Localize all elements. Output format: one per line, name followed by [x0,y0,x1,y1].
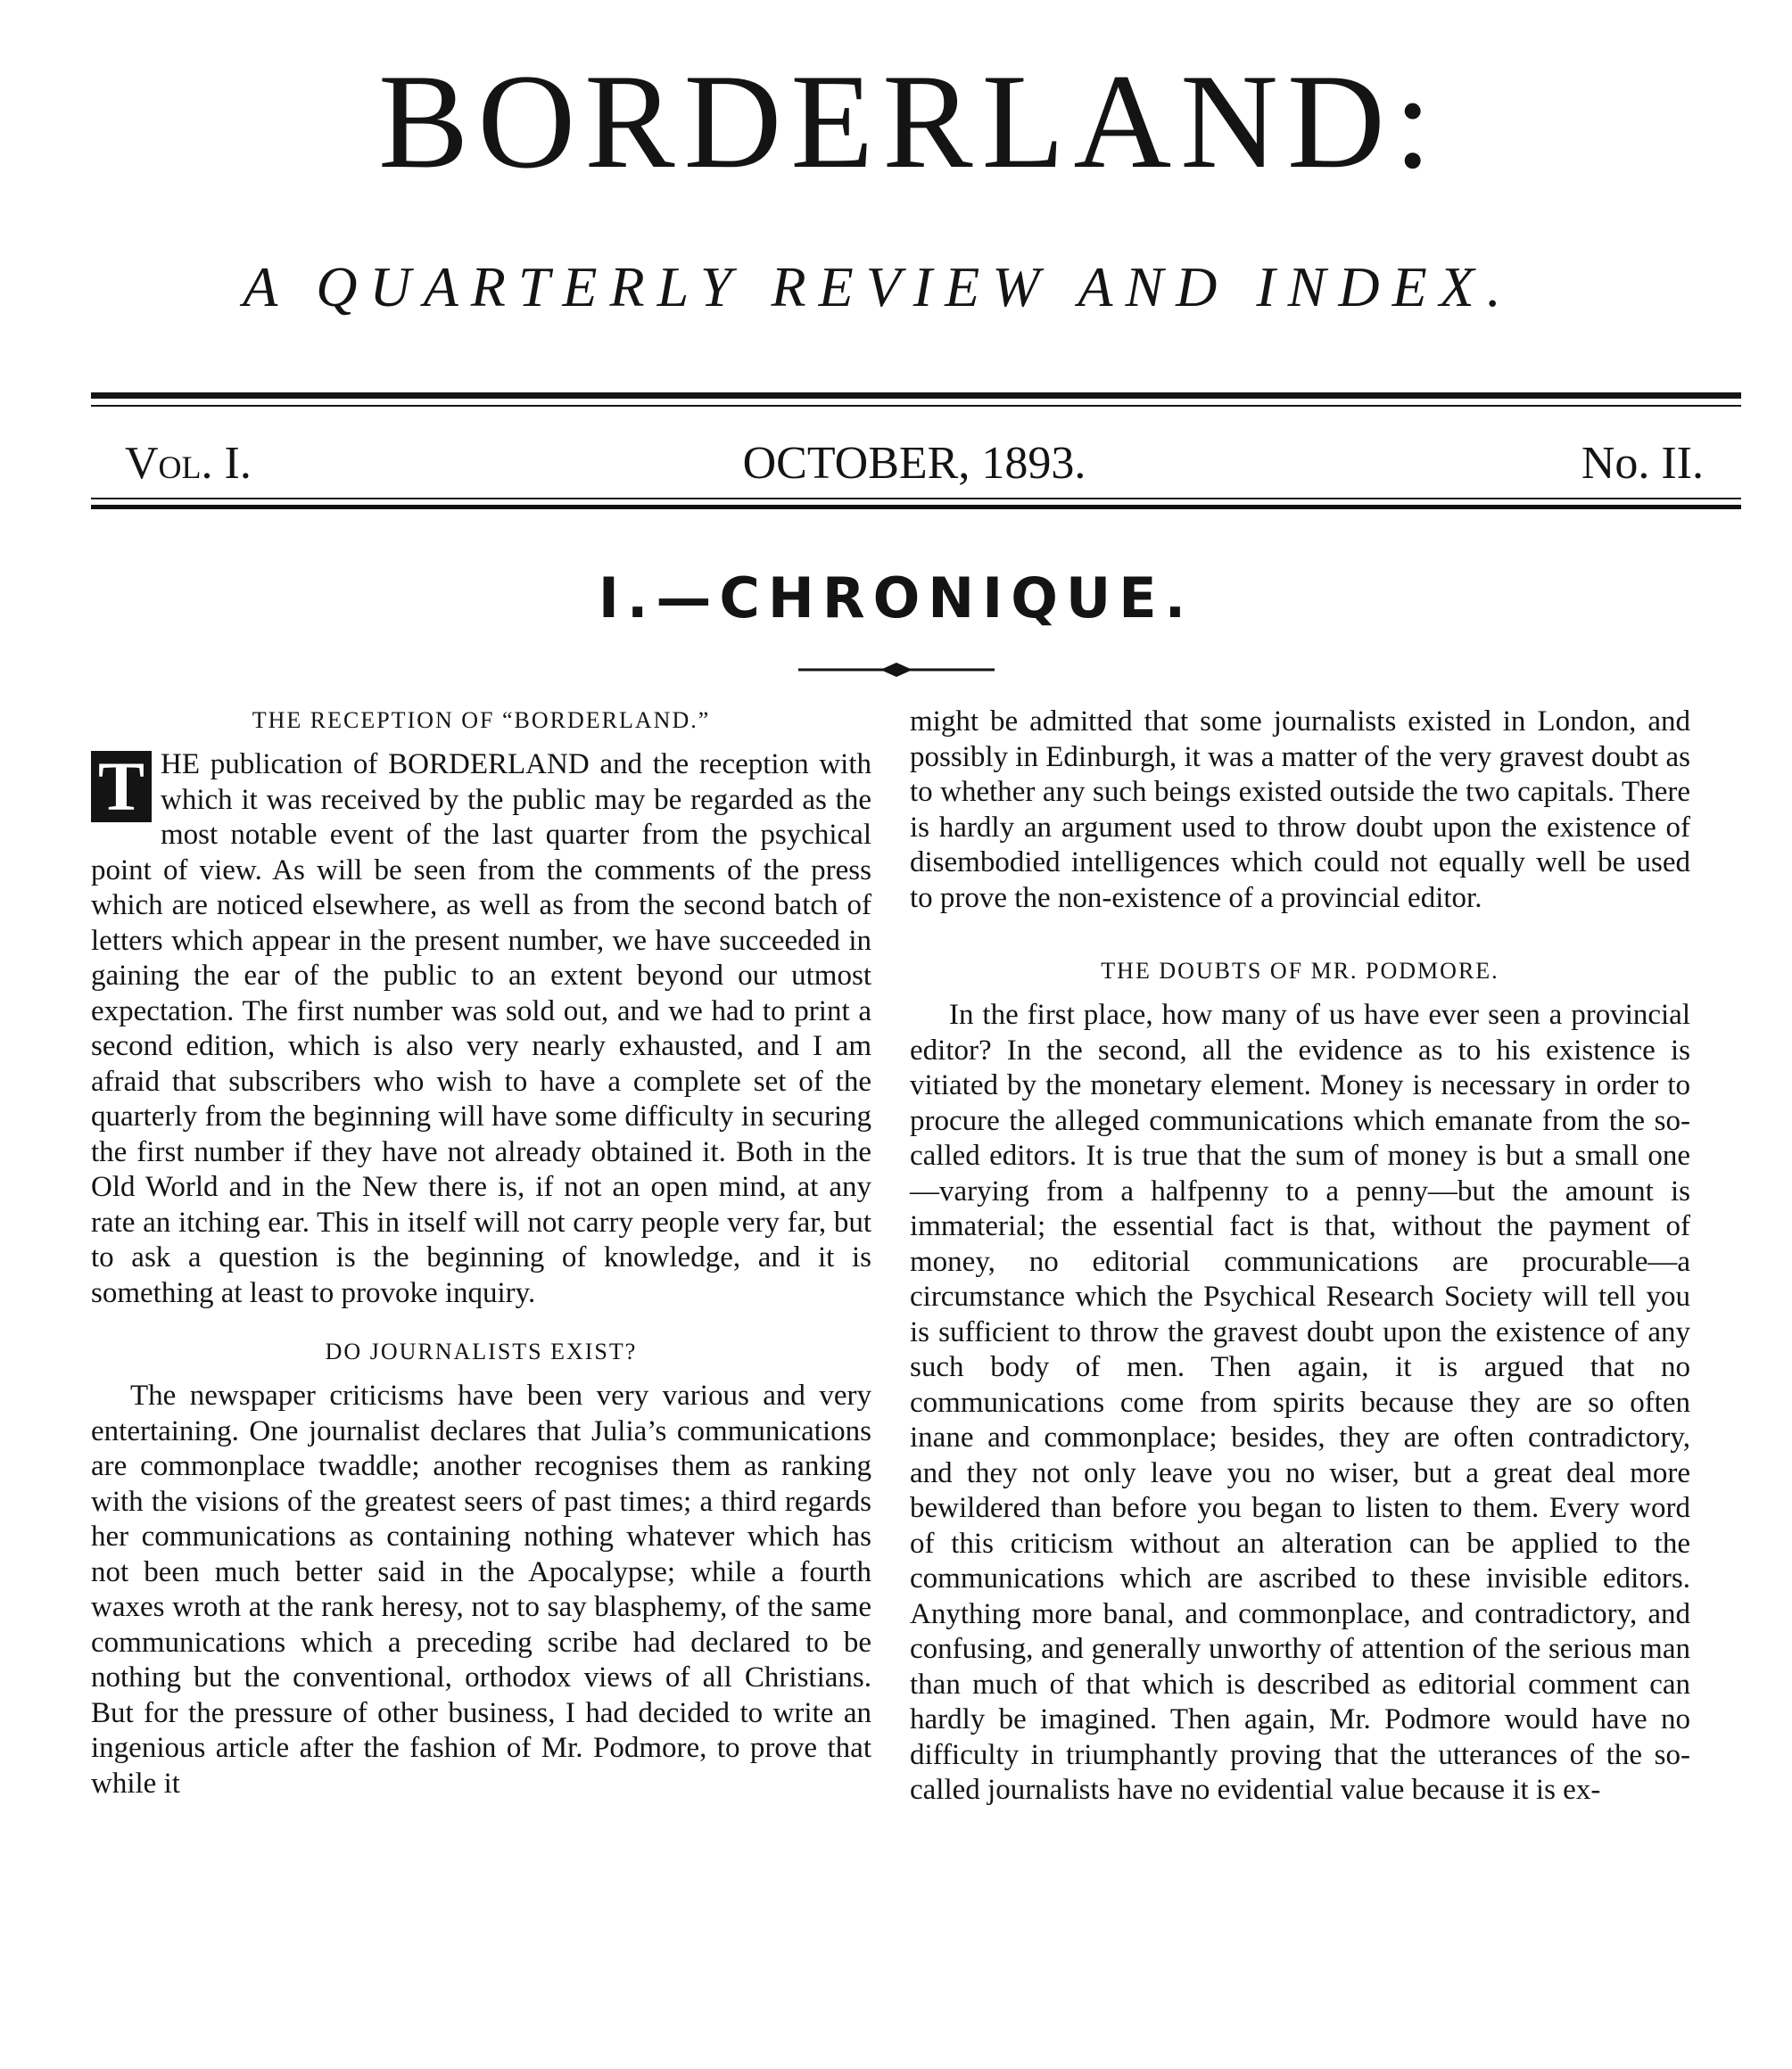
issue-date: OCTOBER, 1893. [742,438,1086,489]
left-column [91,705,871,1801]
heading-journalists: DO JOURNALISTS EXIST? [325,1339,638,1364]
right-column [910,705,1690,1809]
ornament-divider [798,660,995,680]
top-rule-thin [91,405,1741,407]
paragraph-journalists: The newspaper criticisms have been very various and very entertaining. One journalist declares that Julia’s communications are commonplace twaddle; another recognises them as ranking with the visions of the greatest seers of past times; a third regards her communications as containing nothing whatever which has not been much better said in the Apocalypse; while a fourth waxes wroth at the rank heresy, not to say blasphemy, of the same communications which a preceding scribe had declared to be nothing but the conventional, orthodox views of all Christians. But for the pressure of other business, I had decided to write an ingenious article after the fashion of Mr. Podmore, to prove that while it [91,1380,871,1800]
paragraph-reception-text: HE publication of BORDERLAND and the reception with which it was received by the public may be regarded as the most notable event of the last quarter from the psychical point of view. As will be seen from the comments of the press which are noticed elsewhere, as well as from the second batch of letters which appear in the present number, we have succeeded in gaining the ear of the public to an extent beyond our utmost expectation. The first number was sold out, and we had to print a second edition, which is also very nearly exhausted, and I am afraid that subscribers who wish to have a complete set of the quarterly from the beginning will have some difficulty in securing the first number if they have not already obtained it. Both in the Old World and in the New there is, if not an open mind, at any rate an itching ear. This in itself will not carry people very far, but to ask a question is the beginning of knowledge, and it is something at least to provoke inquiry. [91,748,871,1309]
masthead [0,46,1792,196]
heading-reception: THE RECEPTION OF “BORDERLAND.” [252,707,711,733]
bottom-rule-thick [91,505,1741,509]
bottom-rule-thin [91,498,1741,499]
dateline [125,433,1704,495]
paragraph-continued: might be admitted that some journalists existed in London, and possibly in Edinburgh, it was a matter of the very gravest doubt as to whether any such beings existed outside the two capitals. There is hardly an argument used to throw doubt upon the existence of disembodied intelligences which could not equally well be used to prove the non-existence of a provincial editor. [910,705,1690,914]
drop-cap: T [91,751,152,822]
paragraph-reception [91,747,871,1311]
journal-title: BORDERLAND: [378,46,1441,196]
journal-subtitle: A QUARTERLY REVIEW AND INDEX. [243,255,1514,318]
paragraph-podmore: In the first place, how many of us have ever seen a provincial editor? In the second, all the evidence as to his existence is vitiated by the monetary element. Money is necessary in order to procure the alleged communications which emanate from the so-called editors. It is true that the sum of money is but a small one—varying from a halfpenny to a penny—but the amount is immaterial; the essential fact is that, without the payment of money, no editorial communications are procurable—a circumstance which the Psychical Research Society will tell you is sufficient to throw the gravest doubt upon the existence of any such body of men. Then again, it is argued that no communications come from spirits because they are so often inane and commonplace; besides, they are often contradictory, and they not only leave you no wiser, but a great deal more bewildered than before you began to listen to them. Every word of this criticism without an alteration can be applied to the communications which are ascribed to these invisible editors. Anything more banal, and commonplace, and contradictory, and confusing, and generally unworthy of attention of the serious man than much of that which is described as editorial comment can hardly be imagined. Then again, Mr. Podmore would have no difficulty in triumphantly proving that the utterances of the so-called journalists have no evidential value because it is ex- [910,999,1690,1806]
volume-label: Vol. I. [125,438,252,489]
section-title: I.—CHRONIQUE. [598,565,1194,631]
issue-number: No. II. [1581,438,1704,489]
heading-podmore: THE DOUBTS OF MR. PODMORE. [1101,958,1499,984]
top-rule-thick [91,392,1741,399]
